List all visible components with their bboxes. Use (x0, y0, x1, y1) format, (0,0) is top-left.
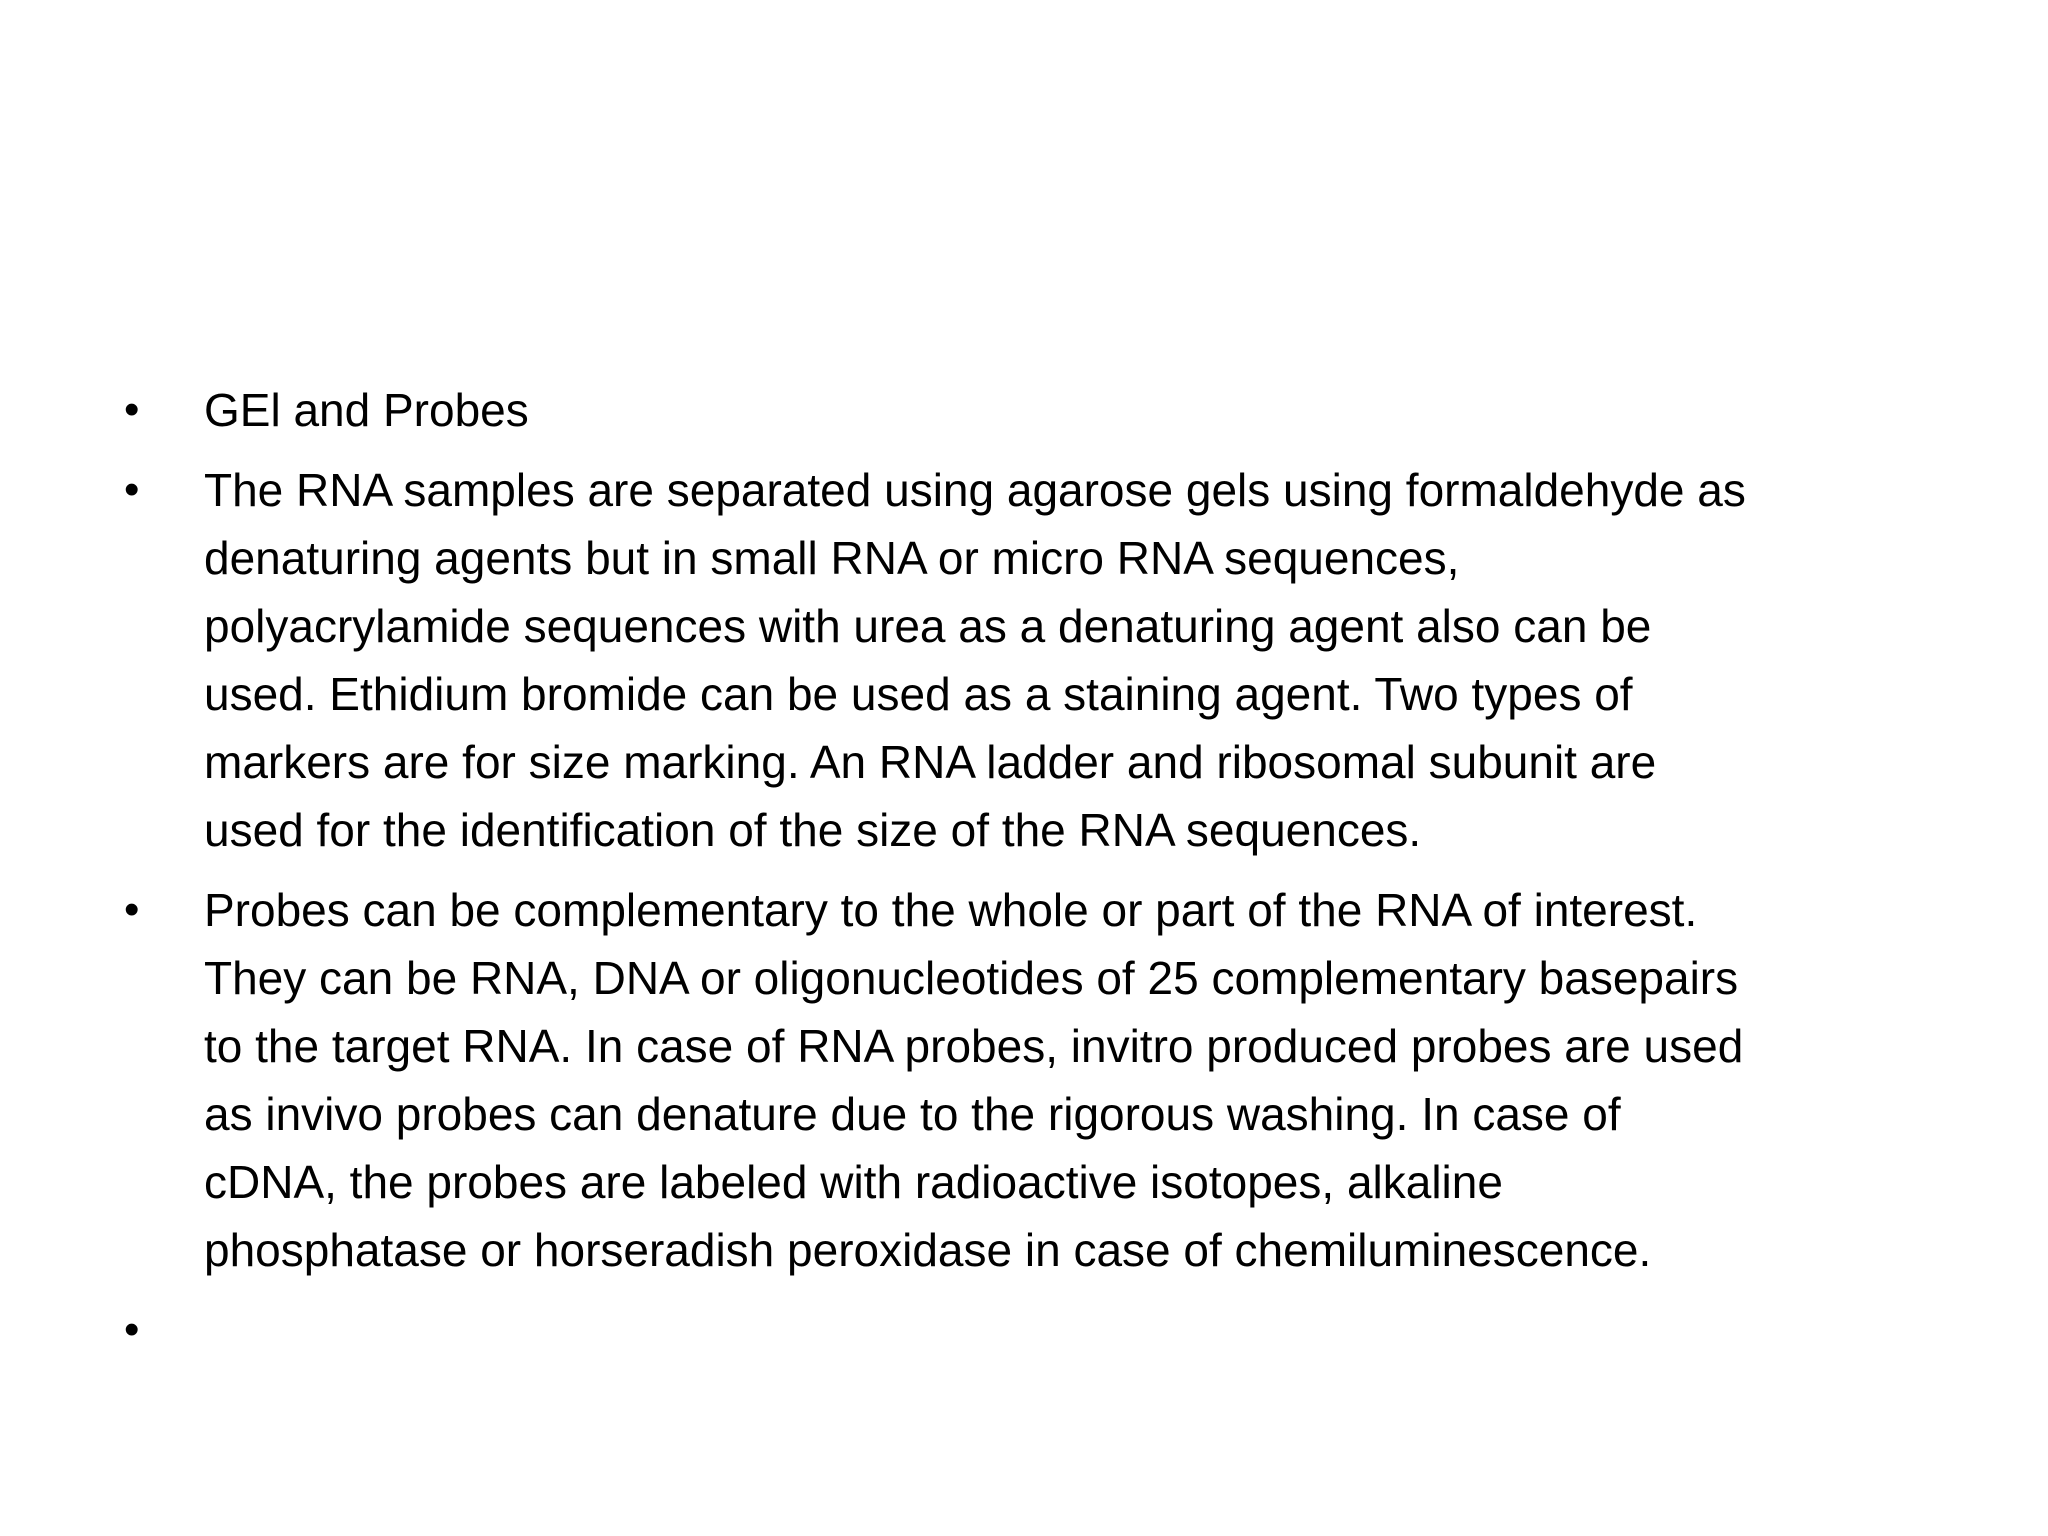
bullet-text: GEl and Probes (204, 384, 529, 436)
bullet-item-probes (120, 876, 1940, 1284)
bullet-list (120, 376, 1940, 1376)
bullet-text: Probes can be complementary to the whole or part of the RNA of interest. They can be RNA, DNA or oligonucleotides of 25 complementary basepairs to the target RNA. In case of RNA probes, invitro produced probes are used as invivo probes can denature due to the rigorous washing. In case of cDNA, the probes are labeled with radioactive isotopes, alkaline phosphatase or horseradish peroxidase in case of chemiluminescence. (204, 884, 1744, 1276)
bullet-item-rna-separation (120, 456, 1940, 864)
bullet-item-gel-and-probes (120, 376, 1940, 444)
bullet-marker: • (124, 885, 140, 934)
bullet-marker: • (124, 1305, 140, 1354)
bullet-marker: • (124, 385, 140, 434)
bullet-marker: • (124, 465, 140, 514)
bullet-text: The RNA samples are separated using agarose gels using formaldehyde as denaturing agents but in small RNA or micro RNA sequences, polyacrylamide sequences with urea as a denaturing agent also can be used. Ethidium bromide can be used as a staining agent. Two types of markers are for size marking. An RNA ladder and ribosomal subunit are used for the identification of the size of the RNA sequences. (204, 464, 1746, 856)
bullet-item-empty (120, 1296, 1940, 1364)
